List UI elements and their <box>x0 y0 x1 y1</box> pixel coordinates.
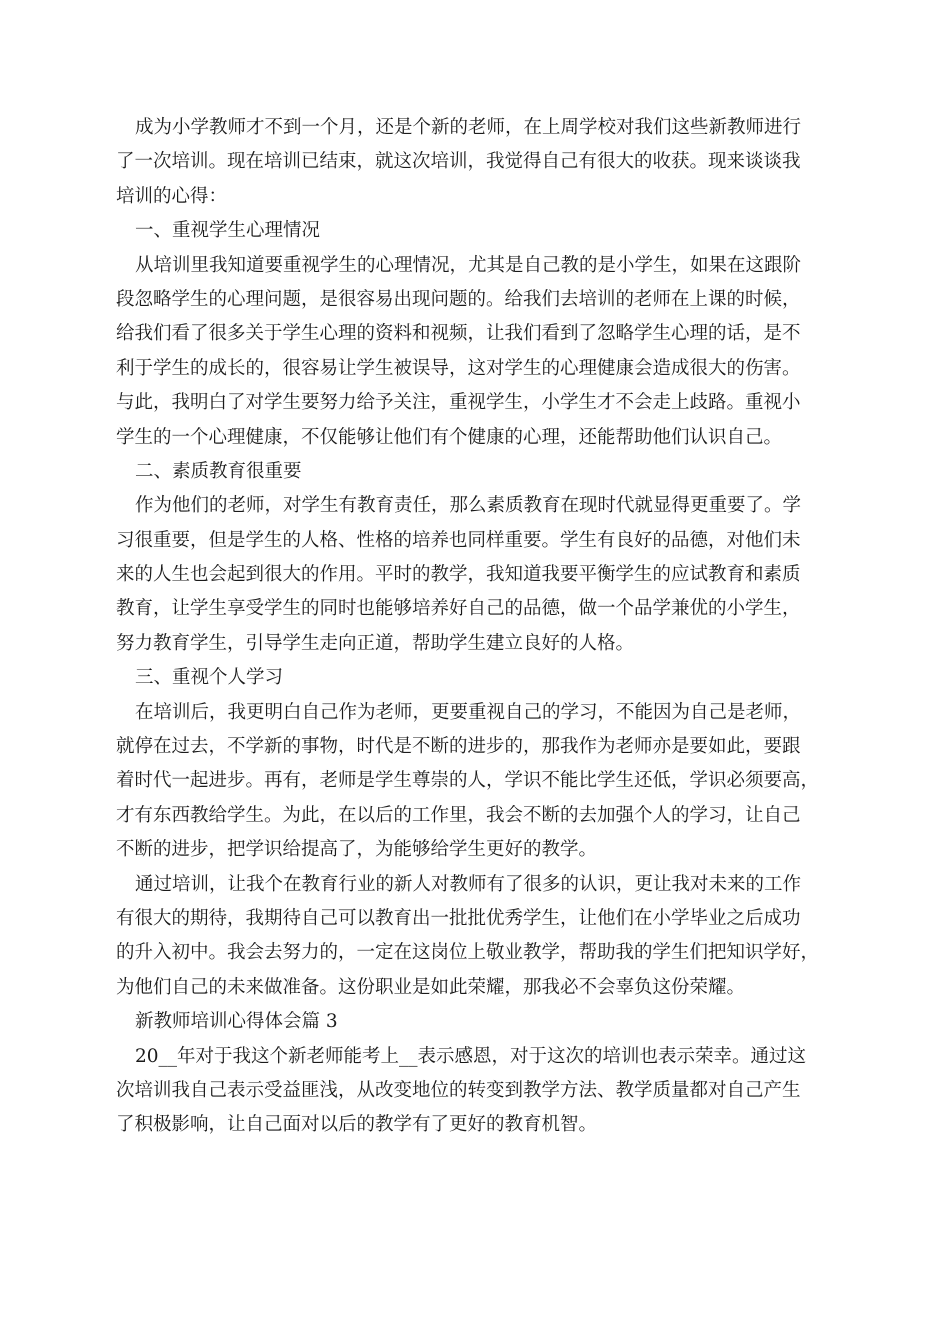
text-line: 就停在过去，不学新的事物，时代是不断的进步的，那我作为老师亦是要如此，要跟 <box>116 736 801 758</box>
text-line: 在培训后，我更明白自己作为老师，更要重视自己的学习，不能因为自己是老师， <box>135 701 802 723</box>
text-line: 一、重视学生心理情况 <box>135 220 321 242</box>
text-line: 作为他们的老师，对学生有教育责任，那么素质教育在现时代就显得更重要了。学 <box>135 495 802 517</box>
text-line: 教育，让学生享受学生的同时也能够培养好自己的品德，做一个品学兼优的小学生， <box>116 598 801 620</box>
text-line: 学生的一个心理健康，不仅能够让他们有个健康的心理，还能帮助他们认识自己。 <box>116 426 783 448</box>
text-line: 利于学生的成长的，很容易让学生被误导，这对学生的心理健康会造成很大的伤害。 <box>116 357 801 379</box>
text-line: 有很大的期待，我期待自己可以教育出一批批优秀学生，让他们在小学毕业之后成功 <box>116 907 801 929</box>
text-line: 了一次培训。现在培训已结束，就这次培训，我觉得自己有很大的收获。现来谈谈我 <box>116 151 801 173</box>
text-line: 20__年对于我这个新老师能考上__表示感恩，对于这次的培训也表示荣幸。通过这 <box>135 1045 807 1067</box>
text-line: 三、重视个人学习 <box>135 667 284 689</box>
text-line: 的升入初中。我会去努力的，一定在这岗位上敬业教学，帮助我的学生们把知识学好， <box>116 942 820 964</box>
text-line: 二、素质教育很重要 <box>135 460 302 482</box>
text-line: 才有东西教给学生。为此，在以后的工作里，我会不断的去加强个人的学习，让自己 <box>116 804 801 826</box>
text-line: 段忽略学生的心理问题，是很容易出现问题的。给我们去培训的老师在上课的时候， <box>116 288 801 310</box>
text-line: 次培训我自己表示受益匪浅，从改变地位的转变到教学方法、教学质量都对自己产生 <box>116 1079 801 1101</box>
text-line: 习很重要，但是学生的人格、性格的培养也同样重要。学生有良好的品德，对他们未 <box>116 529 801 551</box>
text-line: 从培训里我知道要重视学生的心理情况，尤其是自己教的是小学生，如果在这跟阶 <box>135 254 802 276</box>
text-line: 来的人生也会起到很大的作用。平时的教学，我知道我要平衡学生的应试教育和素质 <box>116 564 801 586</box>
text-line: 努力教育学生，引导学生走向正道，帮助学生建立良好的人格。 <box>116 632 635 654</box>
text-line: 着时代一起进步。再有，老师是学生尊崇的人，学识不能比学生还低，学识必须要高， <box>116 770 820 792</box>
text-line: 与此，我明白了对学生要努力给予关注，重视学生，小学生才不会走上歧路。重视小 <box>116 392 801 414</box>
text-line: 成为小学教师才不到一个月，还是个新的老师，在上周学校对我们这些新教师进行 <box>135 117 802 138</box>
text-line: 为他们自己的未来做准备。这份职业是如此荣耀，那我必不会辜负这份荣耀。 <box>116 976 746 998</box>
text-line: 通过培训，让我个在教育行业的新人对教师有了很多的认识，更让我对未来的工作 <box>135 873 802 895</box>
text-line: 给我们看了很多关于学生心理的资料和视频，让我们看到了忽略学生心理的话，是不 <box>116 323 801 345</box>
text-line: 新教师培训心得体会篇 3 <box>135 1011 338 1033</box>
document-body <box>116 111 836 1143</box>
text-line: 了积极影响，让自己面对以后的教学有了更好的教育机智。 <box>116 1114 598 1136</box>
text-line: 不断的进步，把学识给提高了，为能够给学生更好的教学。 <box>116 839 598 861</box>
text-line: 培训的心得： <box>116 185 228 207</box>
